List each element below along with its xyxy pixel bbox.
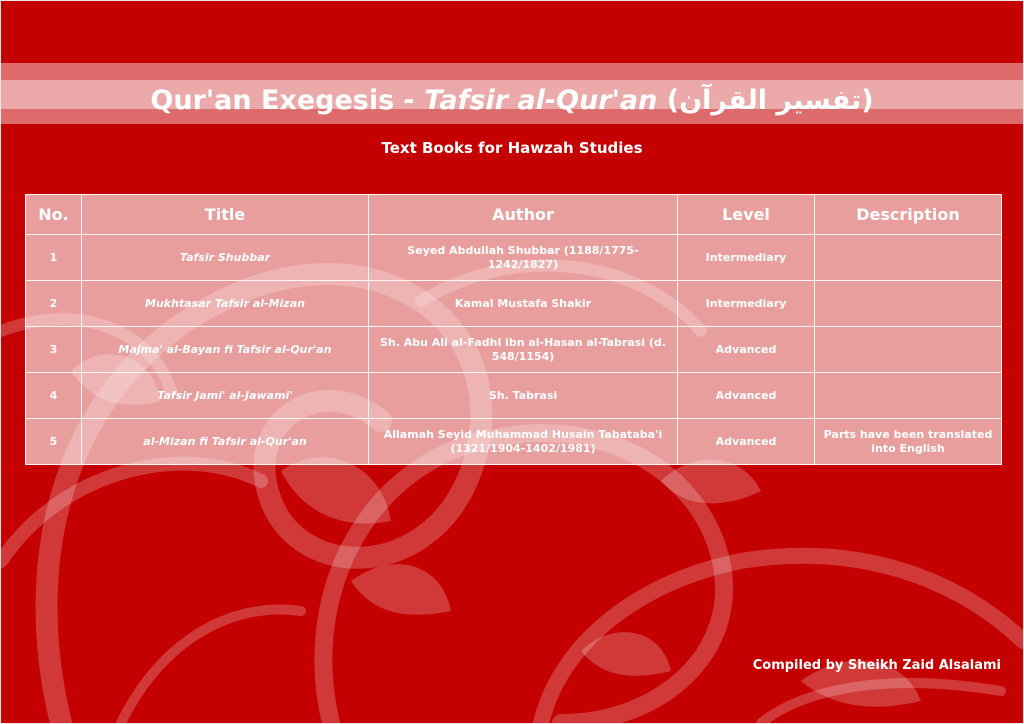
cell-author: Kamal Mustafa Shakir — [369, 281, 678, 327]
cell-title: Mukhtasar Tafsir al-Mizan — [82, 281, 369, 327]
table-row — [26, 327, 1002, 373]
cell-author: Sh. Tabrasi — [369, 373, 678, 419]
cell-no: 5 — [26, 419, 82, 465]
column-header-level: Level — [678, 195, 815, 235]
cell-description — [815, 281, 1002, 327]
cell-no: 3 — [26, 327, 82, 373]
page-title — [1, 81, 1023, 121]
column-header-description: Description — [815, 195, 1002, 235]
cell-title: Majma' al-Bayan fi Tafsir al-Qur'an — [82, 327, 369, 373]
cell-level: Advanced — [678, 373, 815, 419]
table-row — [26, 235, 1002, 281]
cell-level: Advanced — [678, 327, 815, 373]
page-subtitle: Text Books for Hawzah Studies — [381, 139, 643, 157]
title-arabic: (تفسير القرآن) — [666, 85, 874, 116]
cell-level: Intermediary — [678, 235, 815, 281]
cell-description — [815, 327, 1002, 373]
cell-title: Tafsir Jami' al-Jawami' — [82, 373, 369, 419]
table-row — [26, 373, 1002, 419]
table-row — [26, 281, 1002, 327]
table-header-row — [26, 195, 1002, 235]
books-table — [25, 194, 1002, 465]
cell-description — [815, 373, 1002, 419]
cell-no: 1 — [26, 235, 82, 281]
cell-description — [815, 235, 1002, 281]
column-header-author: Author — [369, 195, 678, 235]
cell-no: 2 — [26, 281, 82, 327]
table-row — [26, 419, 1002, 465]
cell-author: Seyed Abdullah Shubbar (1188/1775-1242/1827) — [369, 235, 678, 281]
cell-title: al-Mizan fi Tafsir al-Qur'an — [82, 419, 369, 465]
cell-title: Tafsir Shubbar — [82, 235, 369, 281]
cell-level: Intermediary — [678, 281, 815, 327]
cell-author: Allamah Seyid Muhammad Husain Tabataba'i (1321/1904-1402/1981) — [369, 419, 678, 465]
compiler-credit: Compiled by Sheikh Zaid Alsalami — [752, 658, 1001, 673]
cell-author: Sh. Abu Ali al-Fadhl ibn al-Hasan al-Tabrasi (d. 548/1154) — [369, 327, 678, 373]
title-main: Qur'an Exegesis — [150, 85, 395, 116]
column-header-no: No. — [26, 195, 82, 235]
column-header-title: Title — [82, 195, 369, 235]
cell-no: 4 — [26, 373, 82, 419]
cell-level: Advanced — [678, 419, 815, 465]
cell-description: Parts have been translated into English — [815, 419, 1002, 465]
title-transliteration: - Tafsir al-Qur'an — [403, 85, 658, 116]
